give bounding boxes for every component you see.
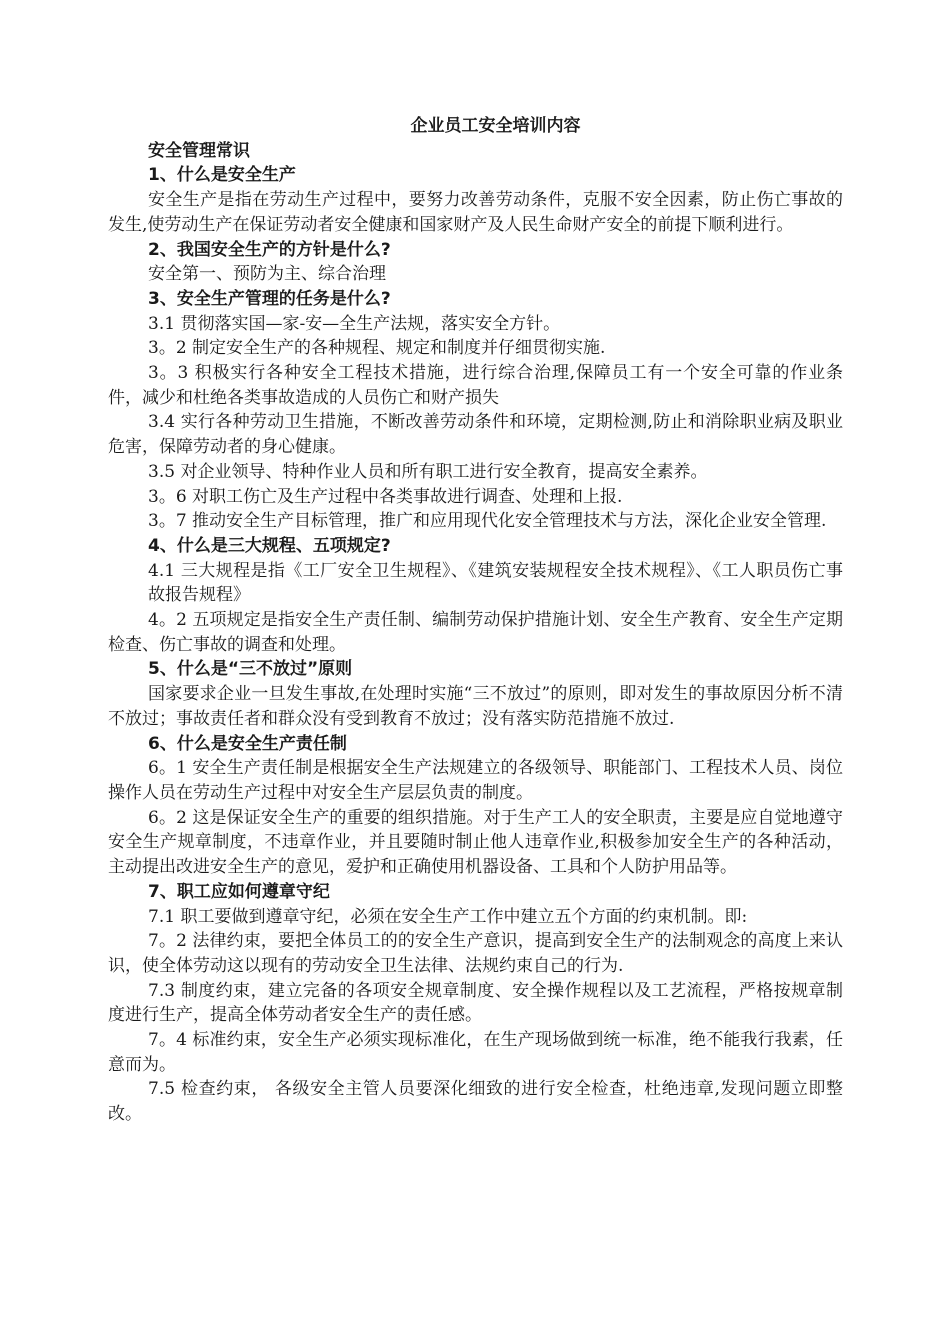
section-heading: 3、安全生产管理的任务是什么? xyxy=(148,288,391,309)
paragraph: 4。2 五项规定是指安全生产责任制、编制劳动保护措施计划、安全生产教育、安全生产定期检查、伤亡事故的调查和处理。 xyxy=(108,610,843,655)
paragraph: 3。6 对职工伤亡及生产过程中各类事故进行调查、处理和上报. xyxy=(148,486,623,507)
paragraph: 6。1 安全生产责任制是根据安全生产法规建立的各级领导、职能部门、工程技术人员、岗位操作人员在劳动生产过程中对安全生产层层负责的制度。 xyxy=(108,758,843,803)
paragraph: 3.5 对企业领导、特种作业人员和所有职工进行安全教育，提高安全素养。 xyxy=(148,461,708,482)
paragraph: 国家要求企业一旦发生事故,在处理时实施“三不放过”的原则，即对发生的事故原因分析不清不放过；事故责任者和群众没有受到教育不放过；没有落实防范措施不放过. xyxy=(108,684,843,729)
section-heading: 1、什么是安全生产 xyxy=(148,165,296,186)
paragraph: 3。7 推动安全生产目标管理，推广和应用现代化安全管理技术与方法，深化企业安全管理. xyxy=(148,511,827,532)
document-body xyxy=(108,163,843,1126)
paragraph: 安全生产是指在劳动生产过程中，要努力改善劳动条件，克服不安全因素，防止伤亡事故的发生,使劳动生产在保证劳动者安全健康和国家财产及人民生命财产安全的前提下顺利进行。 xyxy=(108,190,843,235)
document-title: 企业员工安全培训内容 xyxy=(410,116,581,136)
document-page xyxy=(108,114,843,1127)
section-heading: 7、职工应如何遵章守纪 xyxy=(148,881,330,902)
paragraph: 安全第一、预防为主、综合治理 xyxy=(148,264,386,285)
paragraph: 6。2 这是保证安全生产的重要的组织措施。对于生产工人的安全职责，主要是应自觉地遵守安全生产规章制度，不违章作业，并且要随时制止他人违章作业,积极参加安全生产的各种活动，主动提出改进安全生产的意见，爱护和正确使用机器设备、工具和个人防护用品等。 xyxy=(108,807,843,878)
section-heading: 5、什么是“三不放过”原则 xyxy=(148,659,353,680)
paragraph: 3。2 制定安全生产的各种规程、规定和制度并仔细贯彻实施. xyxy=(148,338,606,359)
section-heading: 2、我国安全生产的方针是什么? xyxy=(148,239,391,260)
paragraph: 3.4 实行各种劳动卫生措施，不断改善劳动条件和环境，定期检测,防止和消除职业病及职业危害，保障劳动者的身心健康。 xyxy=(108,412,843,458)
paragraph: 3.1 贯彻落实国—家-安—全生产法规，落实安全方针。 xyxy=(148,313,561,334)
paragraph: 4.1 三大规程是指《工厂安全卫生规程》、《建筑安装规程安全技术规程》、《工人职员伤亡事故报告规程》 xyxy=(148,560,843,606)
paragraph: 7。4 标准约束，安全生产必须实现标准化，在生产现场做到统一标准，绝不能我行我素，任意而为。 xyxy=(108,1030,843,1075)
section-heading: 4、什么是三大规程、五项规定? xyxy=(148,535,391,556)
section-title: 安全管理常识 xyxy=(148,140,250,161)
paragraph: 7.1 职工要做到遵章守纪，必须在安全生产工作中建立五个方面的约束机制。即: xyxy=(148,906,748,927)
paragraph: 7。2 法律约束，要把全体员工的的安全生产意识，提高到安全生产的法制观念的高度上来认识，使全体劳动这以现有的劳动安全卫生法律、法规约束自己的行为. xyxy=(108,931,843,976)
paragraph: 7.5 检查约束， 各级安全主管人员要深化细致的进行安全检查，杜绝违章,发现问题立即整改。 xyxy=(108,1079,843,1125)
section-heading: 6、什么是安全生产责任制 xyxy=(148,733,347,754)
paragraph: 3。3 积极实行各种安全工程技术措施，进行综合治理,保障员工有一个安全可靠的作业条件，减少和杜绝各类事故造成的人员伤亡和财产损失 xyxy=(108,363,843,408)
paragraph: 7.3 制度约束，建立完备的各项安全规章制度、安全操作规程以及工艺流程，严格按规章制度进行生产，提高全体劳动者安全生产的责任感。 xyxy=(108,980,843,1026)
